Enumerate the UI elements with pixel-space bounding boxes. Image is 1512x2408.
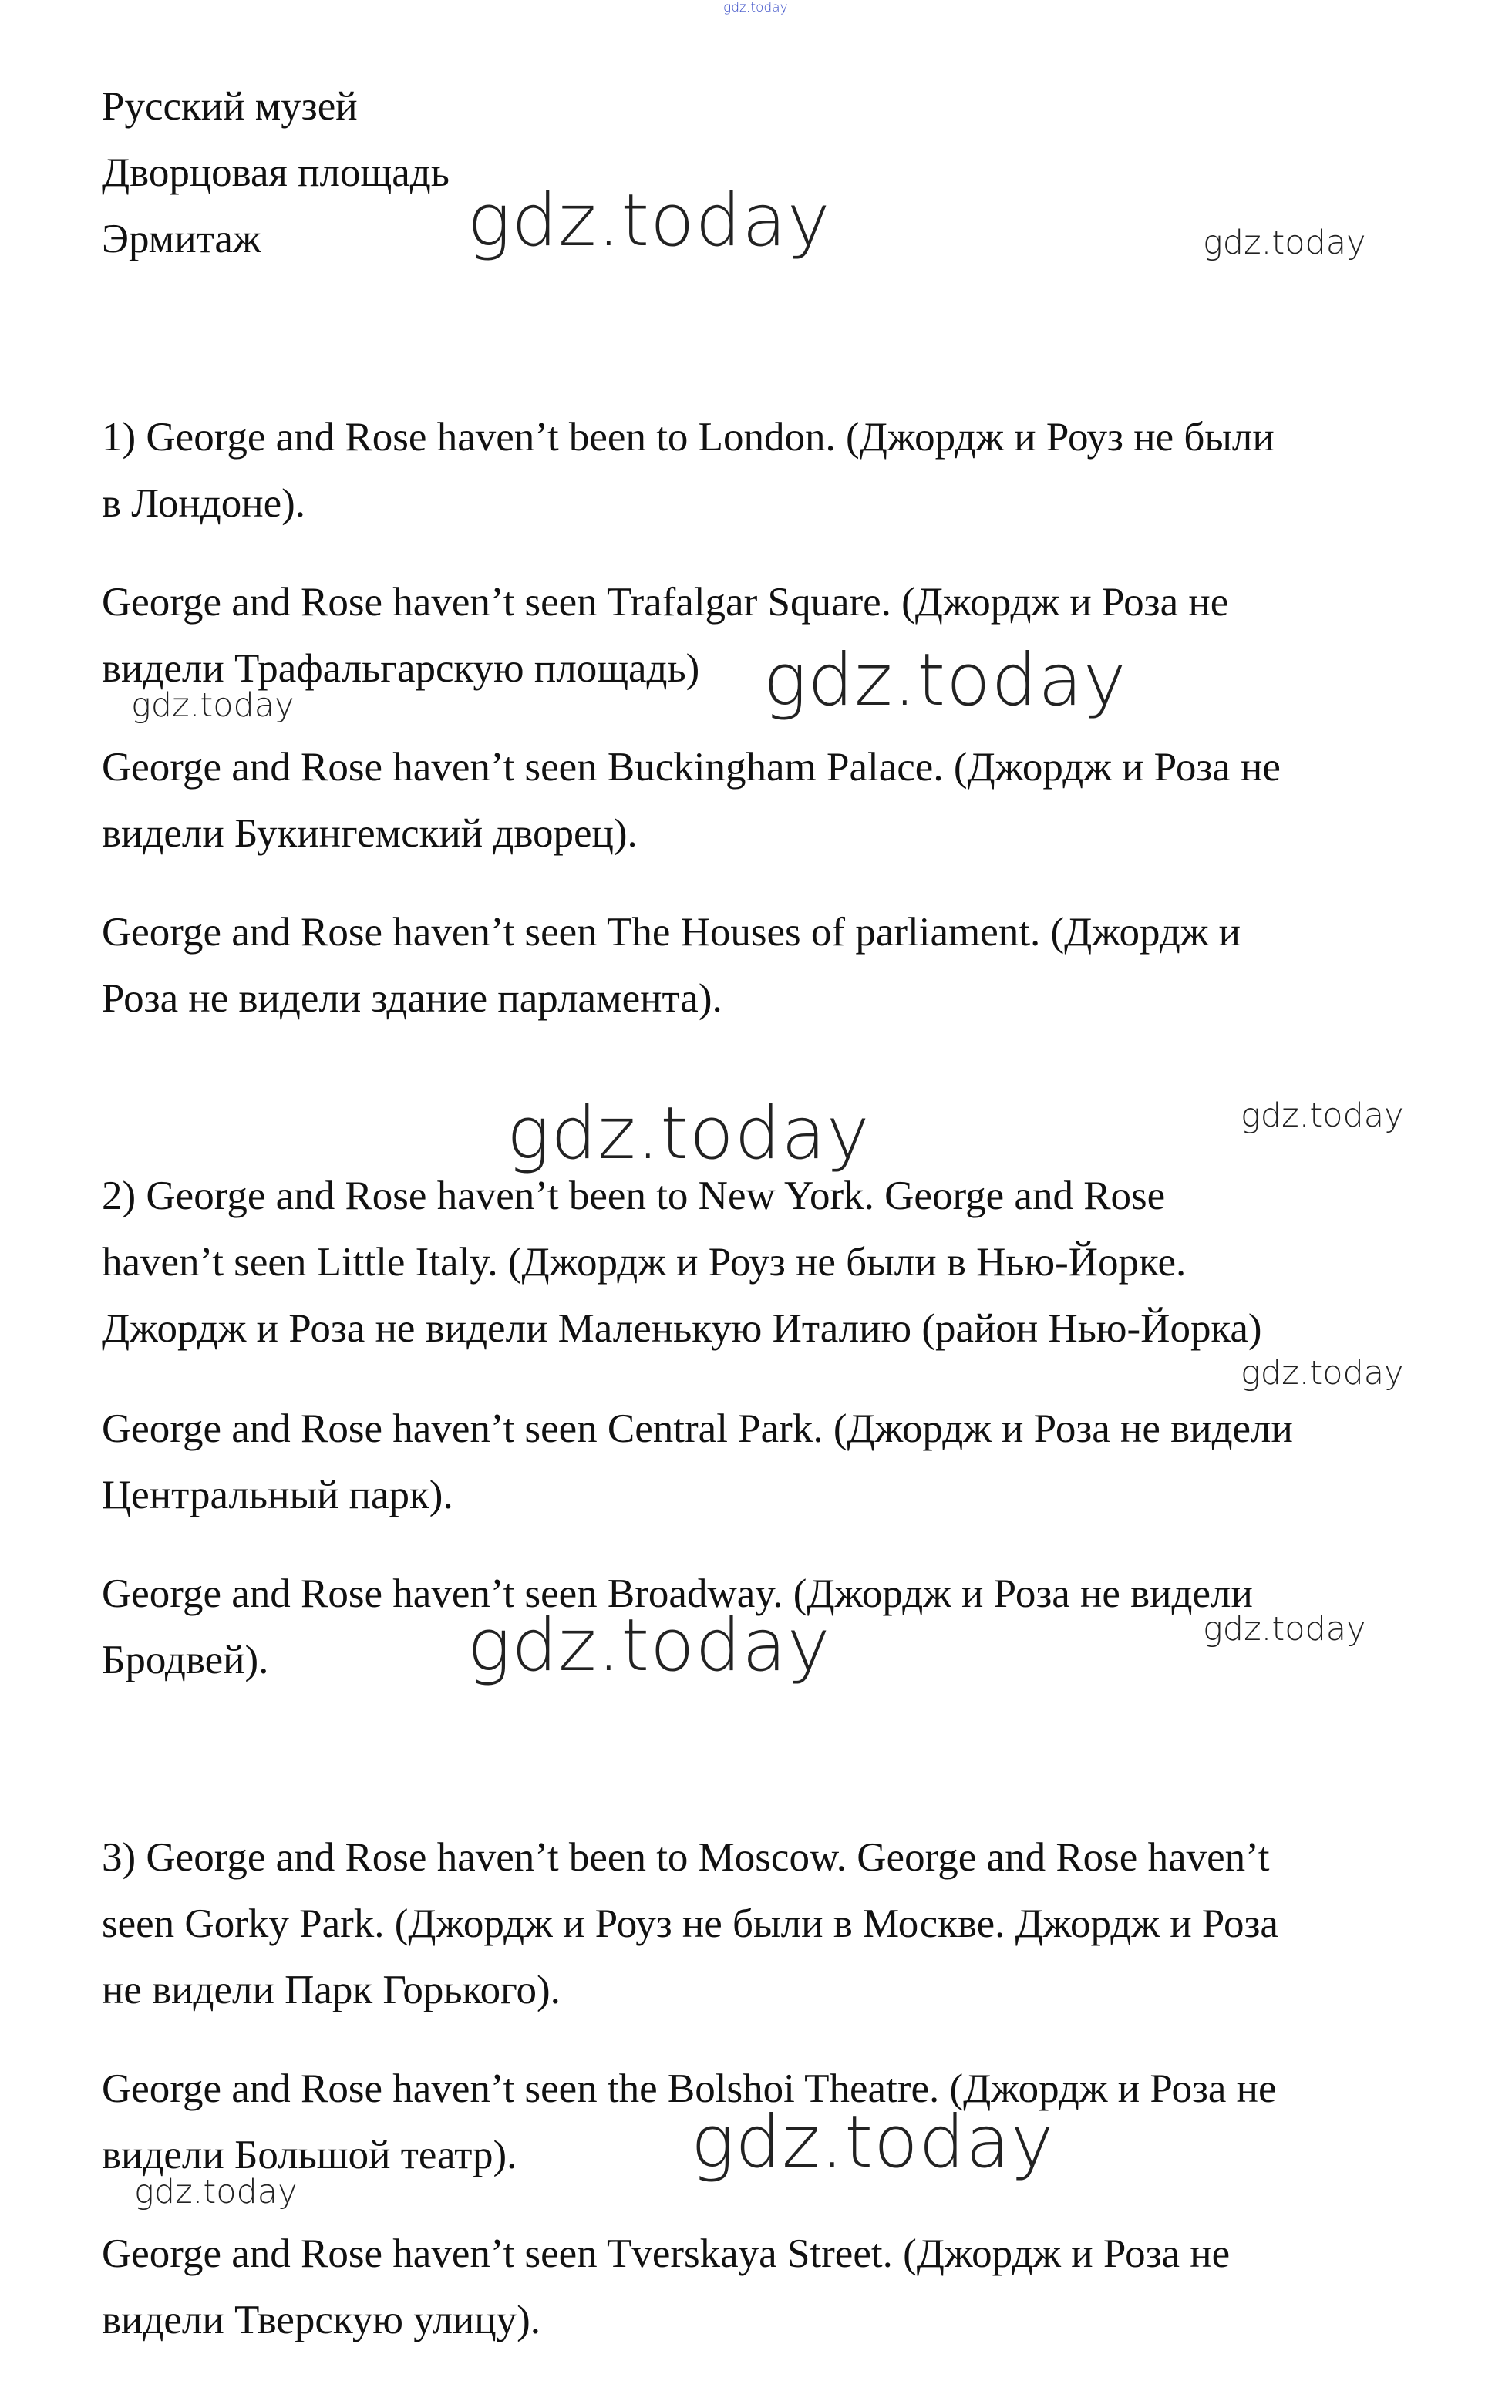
section-1-para-1-line-1: 1) George and Rose haven’t been to London. (Джордж и Роуз не были xyxy=(102,415,1275,460)
section-1-para-4-line-2: Роза не видели здание парламента). xyxy=(102,976,722,1021)
watermark-logo: gdz.today xyxy=(134,2173,298,2211)
section-2-para-2-line-1: George and Rose haven’t seen Central Park. (Джордж и Роза не видели xyxy=(102,1406,1293,1451)
watermark-logo: gdz.today xyxy=(691,2100,1055,2184)
section-1-para-1-line-2: в Лондоне). xyxy=(102,481,306,526)
section-2-para-3-line-2: Бродвей). xyxy=(102,1638,269,1682)
section-2-para-1-line-2: haven’t seen Little Italy. (Джордж и Роуз не были в Нью-Йорке. xyxy=(102,1240,1187,1285)
section-2-para-2-line-2: Центральный парк). xyxy=(102,1473,453,1517)
section-2-para-1-line-1: 2) George and Rose haven’t been to New York. George and Rose xyxy=(102,1174,1166,1218)
watermark-logo: gdz.today xyxy=(507,1092,870,1176)
watermark-logo: gdz.today xyxy=(1241,1354,1404,1393)
section-3-para-3-line-2: видели Тверскую улицу). xyxy=(102,2298,541,2342)
section-1-para-3-line-1: George and Rose haven’t seen Buckingham Palace. (Джордж и Роза не xyxy=(102,745,1281,790)
section-1-para-4-line-1: George and Rose haven’t seen The Houses of parliament. (Джордж и xyxy=(102,910,1241,955)
section-3-para-1-line-3: не видели Парк Горького). xyxy=(102,1968,561,2012)
watermark-logo: gdz.today xyxy=(467,1604,831,1688)
watermark-logo: gdz.today xyxy=(131,686,295,725)
section-2-para-1-line-3: Джордж и Роза не видели Маленькую Италию (район Нью-Йорка) xyxy=(102,1306,1262,1351)
section-3-para-2-line-1: George and Rose haven’t seen the Bolshoi Theatre. (Джордж и Роза не xyxy=(102,2066,1277,2111)
section-1-para-3-line-2: видели Букингемский дворец). xyxy=(102,811,638,856)
section-3-para-1-line-1: 3) George and Rose haven’t been to Moscow. George and Rose haven’t xyxy=(102,1835,1270,1880)
section-3-para-2-line-2: видели Большой театр). xyxy=(102,2133,517,2177)
section-1-para-2-line-1: George and Rose haven’t seen Trafalgar Square. (Джордж и Роза не xyxy=(102,580,1229,625)
watermark-logo: gdz.today xyxy=(763,638,1127,722)
header-watermark: gdz.today xyxy=(723,0,788,15)
section-1-para-2-line-2: видели Трафальгарскую площадь) xyxy=(102,646,700,691)
watermark-logo: gdz.today xyxy=(467,179,831,263)
intro-line-russian-museum: Русский музей xyxy=(102,84,358,129)
section-3-para-3-line-1: George and Rose haven’t seen Tverskaya Street. (Джордж и Роза не xyxy=(102,2231,1231,2276)
intro-line-palace-square: Дворцовая площадь xyxy=(102,150,450,195)
watermark-logo: gdz.today xyxy=(1203,1610,1366,1649)
section-2-para-3-line-1: George and Rose haven’t seen Broadway. (Джордж и Роза не видели xyxy=(102,1571,1253,1616)
section-3-para-1-line-2: seen Gorky Park. (Джордж и Роуз не были в Москве. Джордж и Роза xyxy=(102,1901,1278,1946)
watermark-logo: gdz.today xyxy=(1203,224,1366,262)
intro-line-hermitage: Эрмитаж xyxy=(102,217,261,261)
watermark-logo: gdz.today xyxy=(1241,1096,1404,1135)
